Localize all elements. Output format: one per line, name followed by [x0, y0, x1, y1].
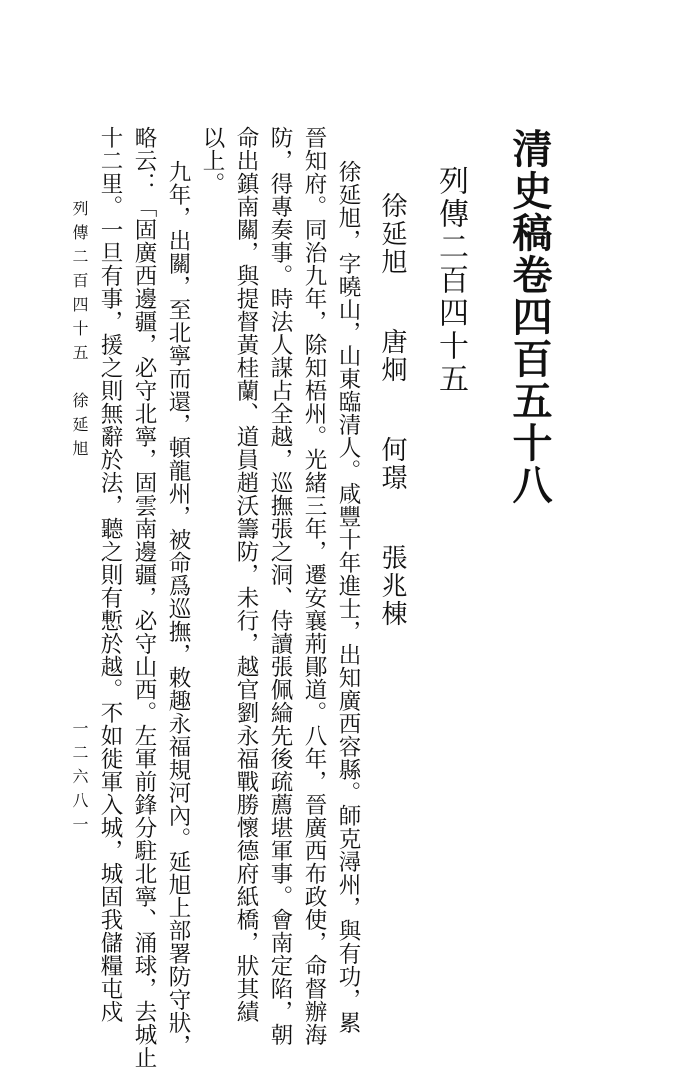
page-number: 一二六八一 — [70, 720, 89, 840]
volume-title: 清史稿卷四百五十八 — [506, 128, 553, 506]
biography-names — [379, 192, 405, 628]
body-line: 徐延旭，字曉山，山東臨清人。咸豐十年進士，出知廣西容縣。師克潯州，與有功，累 — [335, 160, 361, 1034]
body-line: 晉知府。同治九年，除知梧州。光緒三年，遷安襄荊鄖道。八年，晉廣西布政使，命督辦海 — [301, 126, 327, 1046]
running-head: 列傳二百四十五 徐延旭 — [70, 200, 89, 464]
chapter-title: 列傳二百四十五 — [433, 165, 468, 396]
body-line: 略云：「固廣西邊疆，必守北寧，固雲南邊疆，必守山西。左軍前鋒分駐北寧、涌球，去城止 — [131, 126, 157, 1069]
body-line: 防，得專奏事。時法人謀占全越，巡撫張之洞、侍讀張佩綸先後疏薦堪軍事。會南定陷，朝 — [267, 126, 293, 1046]
name-4: 張兆棟 — [377, 544, 407, 628]
body-line: 十二里。一旦有事，援之則無辭於法，聽之則有慙於越。不如徙軍入城，城固我儲糧屯戍 — [97, 126, 123, 1023]
name-1: 徐延旭 — [377, 192, 407, 276]
name-2: 唐炯 — [377, 328, 407, 384]
body-line: 以上。 — [199, 126, 225, 195]
body-line: 九年，出關，至北寧而還，頓龍州，被命爲巡撫，敕趣永福規河內。延旭上部署防守狀， — [165, 160, 191, 1057]
body-line: 命出鎮南關，與提督黃桂蘭、道員趙沃籌防，未行，越官劉永福戰勝懷德府紙橋，狀其績 — [233, 126, 259, 1023]
name-3: 何璟 — [377, 436, 407, 492]
